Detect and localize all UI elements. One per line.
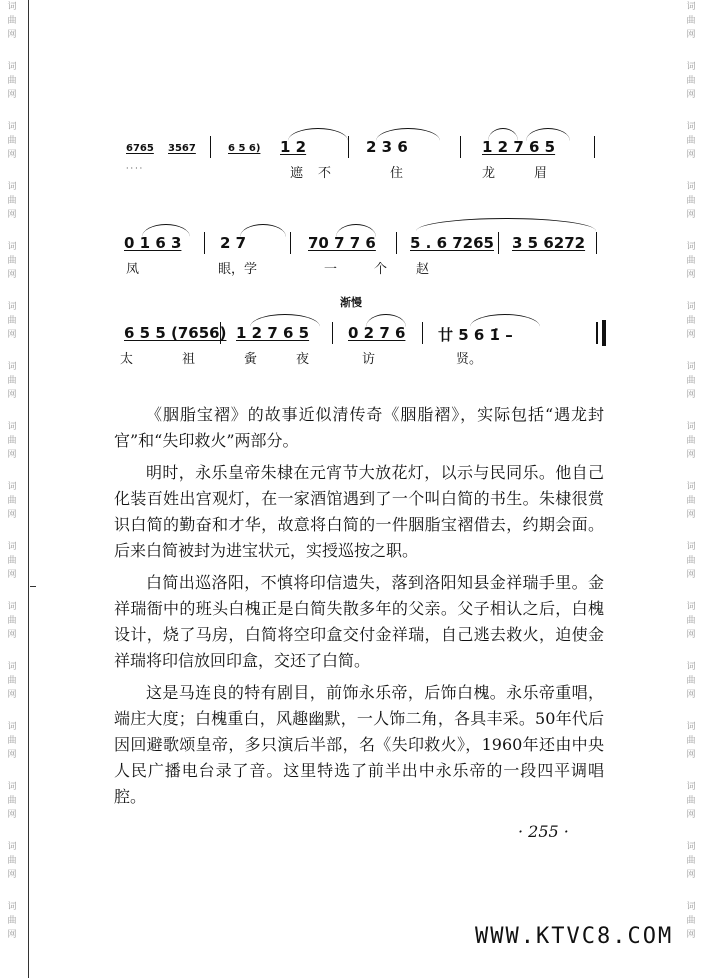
article-body	[114, 402, 604, 810]
lyric: 太	[120, 352, 134, 367]
lyric: 夜	[296, 352, 310, 367]
slur	[366, 314, 406, 327]
watermark-glyphs: 词 曲 网	[7, 902, 17, 940]
note-group: 1 2 7 6 5	[482, 138, 556, 156]
lyric: 访	[362, 352, 376, 367]
watermark-glyphs: 词 曲 网	[686, 782, 696, 820]
note-group: 0 2 7 6	[348, 324, 406, 342]
margin-tick	[30, 586, 36, 587]
note-group: 6765	[126, 143, 154, 154]
watermark-glyphs: 词 曲 网	[7, 662, 17, 700]
note-group: 3 5 6272	[512, 234, 586, 252]
slur	[526, 128, 570, 141]
octave-dots: ····	[126, 164, 145, 173]
watermark-glyphs: 词 曲 网	[686, 182, 696, 220]
watermark-glyphs: 词 曲 网	[686, 662, 696, 700]
note-group: 5 . 6 7265	[410, 234, 494, 252]
watermark-glyphs: 词 曲 网	[7, 722, 17, 760]
paragraph-story: 明时，永乐皇帝朱棣在元宵节大放花灯，以示与民同乐。他自己化装百姓出宫观灯，在一家酒馆遇到了一个叫白简的书生。朱棣很赏识白简的勤奋和才华，故意将白简的一件胭脂宝褶借去，约期会面。后来白简被封为进宝状元，实授巡按之职。	[114, 463, 604, 560]
slur	[376, 128, 440, 141]
watermark-glyphs: 词 曲 网	[7, 542, 17, 580]
slur	[240, 224, 286, 237]
paragraph-repertoire: 这是马连良的特有剧目，前饰永乐帝，后饰白槐。永乐帝重唱，端庄大度；白槐重白，风趣幽默，一人饰二角，各具丰采。50年代后因回避歌颂皇帝，多只演后半部，名《失印救火》，1960年还由中央人民广播电台录了音。这里特选了前半出中永乐帝的一段四平调唱腔。	[114, 683, 604, 806]
final-bar-line	[602, 320, 606, 346]
watermark-glyphs: 词 曲 网	[686, 842, 696, 880]
lyric: 遮	[290, 166, 304, 181]
watermark-glyphs: 词 曲 网	[7, 122, 17, 160]
slur	[488, 128, 518, 141]
note-group: 1 2 7 6 5	[236, 324, 310, 342]
bar-line	[332, 322, 333, 344]
lyric: 眼，学	[218, 262, 258, 277]
watermark-glyphs: 词 曲 网	[686, 902, 696, 940]
lyric: 不	[318, 166, 332, 181]
tempo-marking: 渐慢	[340, 296, 362, 309]
slur	[142, 224, 190, 237]
score-row-1	[120, 138, 620, 198]
watermark-glyphs: 词 曲 网	[686, 122, 696, 160]
lyric: 龙	[482, 166, 496, 181]
watermark-column-right	[681, 0, 701, 978]
lyric: 个	[374, 262, 388, 277]
lyric: 眉	[534, 166, 548, 181]
watermark-glyphs: 词 曲 网	[7, 242, 17, 280]
note-group: 70 7 7 6	[308, 234, 376, 252]
note-group: 6 5 5 (7656)	[124, 324, 227, 342]
watermark-glyphs: 词 曲 网	[7, 182, 17, 220]
bar-line	[348, 136, 349, 158]
lyric: 赵	[416, 262, 430, 277]
website-watermark: WWW.KTVC8.COM	[475, 924, 674, 949]
watermark-glyphs: 词 曲 网	[7, 602, 17, 640]
score-row-3	[120, 324, 620, 384]
bar-line	[290, 232, 291, 254]
watermark-glyphs: 词 曲 网	[7, 842, 17, 880]
bar-line	[210, 136, 211, 158]
note-group: 3567	[168, 143, 196, 154]
slur	[470, 314, 540, 327]
watermark-glyphs: 词 曲 网	[7, 482, 17, 520]
note-group: 2 7	[220, 234, 247, 252]
bar-line	[204, 232, 205, 254]
bar-line	[596, 322, 598, 344]
note-group: 2 3 6	[366, 138, 408, 156]
lyric: 凤	[126, 262, 140, 277]
watermark-glyphs: 词 曲 网	[686, 302, 696, 340]
bar-line	[460, 136, 461, 158]
page-number: · 255 ·	[518, 822, 569, 841]
bar-line	[498, 232, 499, 254]
page-margin-rule	[28, 0, 29, 978]
slur	[250, 314, 320, 327]
watermark-glyphs: 词 曲 网	[686, 722, 696, 760]
watermark-glyphs: 词 曲 网	[686, 602, 696, 640]
watermark-glyphs: 词 曲 网	[7, 2, 17, 40]
note-group: 1 2	[280, 138, 307, 156]
lyric: 夤	[244, 352, 258, 367]
lyric: 祖	[182, 352, 196, 367]
watermark-column-left	[2, 0, 22, 978]
watermark-glyphs: 词 曲 网	[686, 362, 696, 400]
note-group: 6 5 6)	[228, 143, 261, 154]
paragraph-plot: 白简出巡洛阳，不慎将印信遗失，落到洛阳知县金祥瑞手里。金祥瑞衙中的班头白槐正是白简失散多年的父亲。父子相认之后，白槐设计，烧了马房，白简将空印盒交付金祥瑞，自己逃去救火，迫使金祥瑞将印信放回印盒，交还了白简。	[114, 573, 604, 670]
paragraph-intro: 《胭脂宝褶》的故事近似清传奇《胭脂褶》，实际包括“遇龙封官”和“失印救火”两部分。	[114, 405, 604, 450]
watermark-glyphs: 词 曲 网	[686, 542, 696, 580]
slur	[336, 224, 376, 237]
bar-line	[422, 322, 423, 344]
bar-line	[396, 232, 397, 254]
watermark-glyphs: 词 曲 网	[7, 422, 17, 460]
lyric: 贤。	[456, 352, 483, 367]
watermark-glyphs: 词 曲 网	[7, 62, 17, 100]
lyric: 住	[390, 166, 404, 181]
score-row-2	[120, 234, 620, 294]
bar-line	[220, 322, 221, 344]
note-group: 0 1 6 3	[124, 234, 182, 252]
watermark-glyphs: 词 曲 网	[686, 2, 696, 40]
note-group: 廿 5 6 1̇ –	[438, 326, 513, 344]
watermark-glyphs: 词 曲 网	[7, 782, 17, 820]
watermark-glyphs: 词 曲 网	[686, 242, 696, 280]
watermark-glyphs: 词 曲 网	[686, 62, 696, 100]
slur	[416, 218, 596, 231]
watermark-glyphs: 词 曲 网	[7, 302, 17, 340]
bar-line	[594, 136, 595, 158]
watermark-glyphs: 词 曲 网	[7, 362, 17, 400]
bar-line	[596, 232, 597, 254]
watermark-glyphs: 词 曲 网	[686, 482, 696, 520]
lyric: 一	[324, 262, 338, 277]
slur	[288, 128, 348, 141]
watermark-glyphs: 词 曲 网	[686, 422, 696, 460]
